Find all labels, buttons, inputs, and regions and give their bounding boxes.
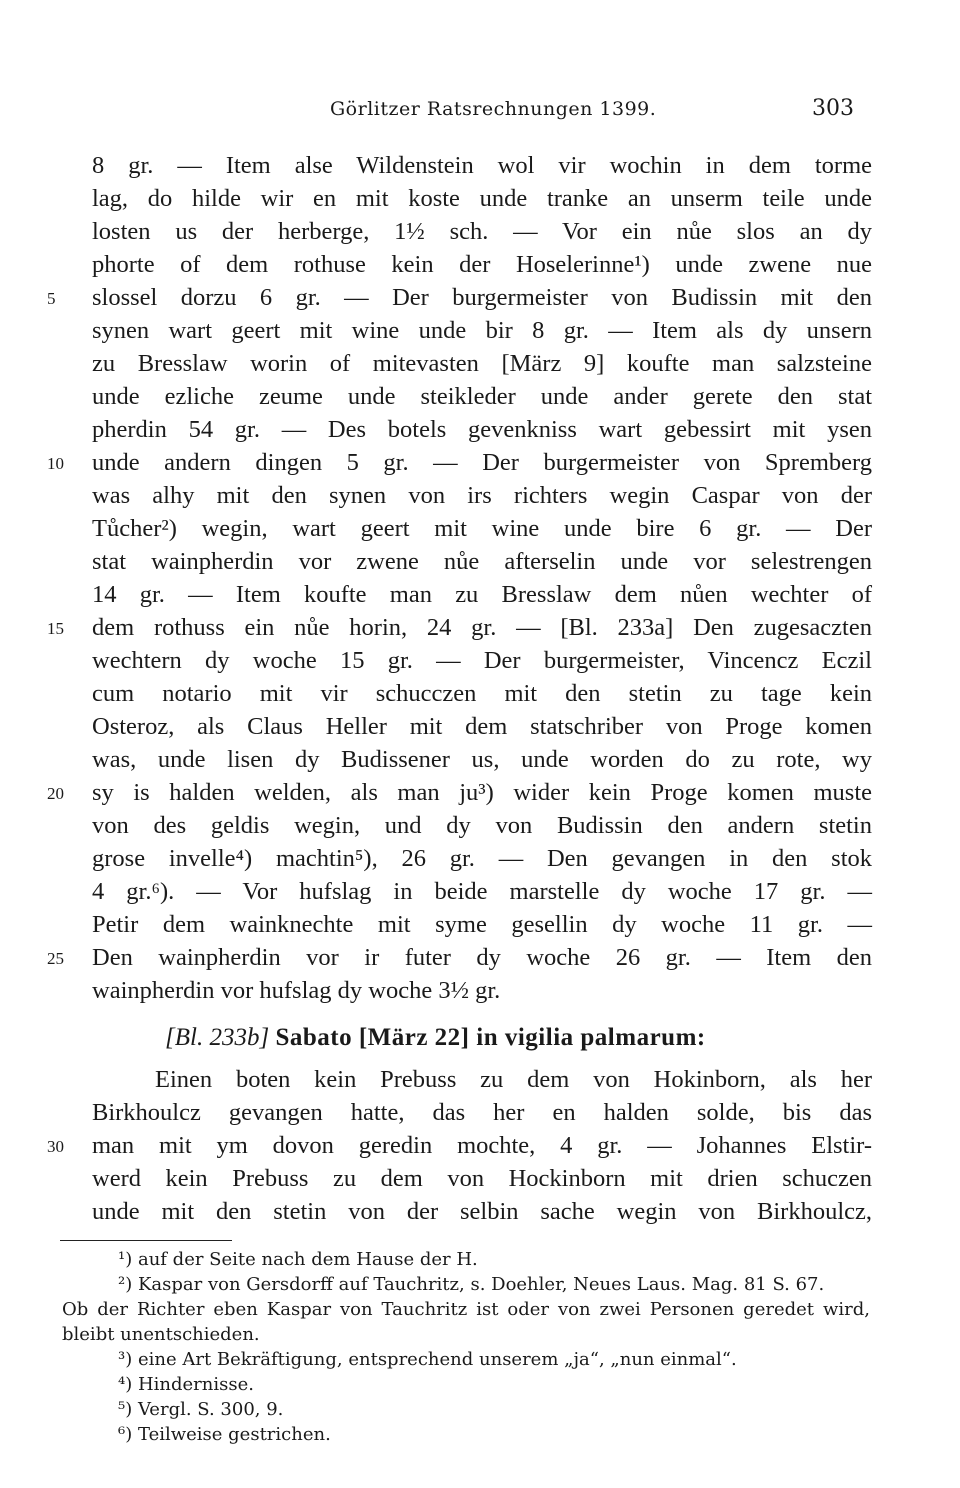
text-line: wainpherdin vor hufslag dy woche 3½ gr. xyxy=(92,977,501,1004)
footnote: ³) eine Art Bekräftigung, entsprechend unserem „ja“, „nun einmal“. xyxy=(118,1349,737,1370)
text-line: unde andern dingen 5 gr. — Der burgermeister von Spremberg xyxy=(92,449,872,476)
text-line: cum notario mit vir schucczen mit den stetin zu tage kein xyxy=(92,680,872,707)
text-line: Den wainpherdin vor ir futer dy woche 26 gr. — Item den xyxy=(92,944,872,971)
text-line: wechtern dy woche 15 gr. — Der burgermeister, Vincencz Eczil xyxy=(92,647,872,674)
text-line: synen wart geert mit wine unde bir 8 gr. — Item als dy unsern xyxy=(92,317,872,344)
text-line: Einen boten kein Prebuss zu dem von Hokinborn, als her xyxy=(155,1066,872,1093)
text-line: grose invelle⁴) machtin⁵), 26 gr. — Den gevangen in den stok xyxy=(92,845,872,872)
footnote: bleibt unentschieden. xyxy=(62,1324,260,1345)
footnote: ⁴) Hindernisse. xyxy=(118,1374,254,1395)
text-line: 14 gr. — Item koufte man zu Bresslaw dem nůen wechter of xyxy=(92,581,872,608)
footnote: Ob der Richter eben Kaspar von Tauchritz ist oder von zwei Personen geredet wird, xyxy=(62,1299,870,1320)
text-line: was, unde lisen dy Budissener us, unde worden do zu rote, wy xyxy=(92,746,872,773)
line-number: 5 xyxy=(47,289,56,308)
footnote: ⁵) Vergl. S. 300, 9. xyxy=(118,1399,284,1420)
footnote: ²) Kaspar von Gersdorff auf Tauchritz, s. Doehler, Neues Laus. Mag. 81 S. 67. xyxy=(118,1274,825,1295)
text-line: sy is halden welden, als man ju³) wider kein Proge komen muste xyxy=(92,779,872,806)
text-line: 8 gr. — Item alse Wildenstein wol vir wochin in dem torme xyxy=(92,152,872,179)
text-line: Petir dem wainknechte mit syme gesellin dy woche 11 gr. — xyxy=(92,911,872,938)
line-number: 10 xyxy=(47,454,64,473)
text-line: pherdin 54 gr. — Des botels gevenkniss wart gebessirt mit ysen xyxy=(92,416,872,443)
text-line: was alhy mit den synen von irs richters wegin Caspar von der xyxy=(92,482,872,509)
text-line: 4 gr.⁶). — Vor hufslag in beide marstelle dy woche 17 gr. — xyxy=(92,878,872,905)
running-title: Görlitzer Ratsrechnungen 1399. xyxy=(330,98,657,120)
text-line: werd kein Prebuss zu dem von Hockinborn mit drien schuczen xyxy=(92,1165,872,1192)
text-line: Osteroz, als Claus Heller mit dem statschriber von Proge komen xyxy=(92,713,872,740)
footnote: ¹) auf der Seite nach dem Hause der H. xyxy=(118,1249,478,1270)
folio-reference: [Bl. 233b] xyxy=(165,1024,270,1051)
text-line: losten us der herberge, 1½ sch. — Vor ein nůe slos an dy xyxy=(92,218,872,245)
text-line: unde mit den stetin von der selbin sache wegin von Birkhoulcz, xyxy=(92,1198,872,1225)
footnote: ⁶) Teilweise gestrichen. xyxy=(118,1424,331,1445)
text-line: zu Bresslaw worin of mitevasten [März 9] koufte man salzsteine xyxy=(92,350,872,377)
page-number: 303 xyxy=(812,96,854,121)
footnote-rule xyxy=(60,1240,232,1241)
section-title: Sabato [März 22] in vigilia palmarum: xyxy=(275,1024,706,1051)
line-number: 15 xyxy=(47,619,64,638)
text-line: phorte of dem rothuse kein der Hoselerinne¹) unde zwene nue xyxy=(92,251,872,278)
text-line: lag, do hilde wir en mit koste unde tranke an unserm teile unde xyxy=(92,185,872,212)
text-line: stat wainpherdin vor zwene nůe afterselin unde vor selestrengen xyxy=(92,548,872,575)
text-line: Birkhoulcz gevangen hatte, das her en halden solde, bis das xyxy=(92,1099,872,1126)
text-line: von des geldis wegin, und dy von Budissin den andern stetin xyxy=(92,812,872,839)
line-number: 25 xyxy=(47,949,64,968)
text-line: slossel dorzu 6 gr. — Der burgermeister von Budissin mit den xyxy=(92,284,872,311)
section-heading xyxy=(165,1024,706,1052)
text-line: man mit ym dovon geredin mochte, 4 gr. — Johannes Elstir- xyxy=(92,1132,872,1159)
text-line: dem rothuss ein nůe horin, 24 gr. — [Bl. 233a] Den zugesaczten xyxy=(92,614,872,641)
text-line: unde ezliche zeume unde steikleder unde ander gerete den stat xyxy=(92,383,872,410)
line-number: 30 xyxy=(47,1137,64,1156)
line-number: 20 xyxy=(47,784,64,803)
text-line: Tůcher²) wegin, wart geert mit wine unde bire 6 gr. — Der xyxy=(92,515,872,542)
